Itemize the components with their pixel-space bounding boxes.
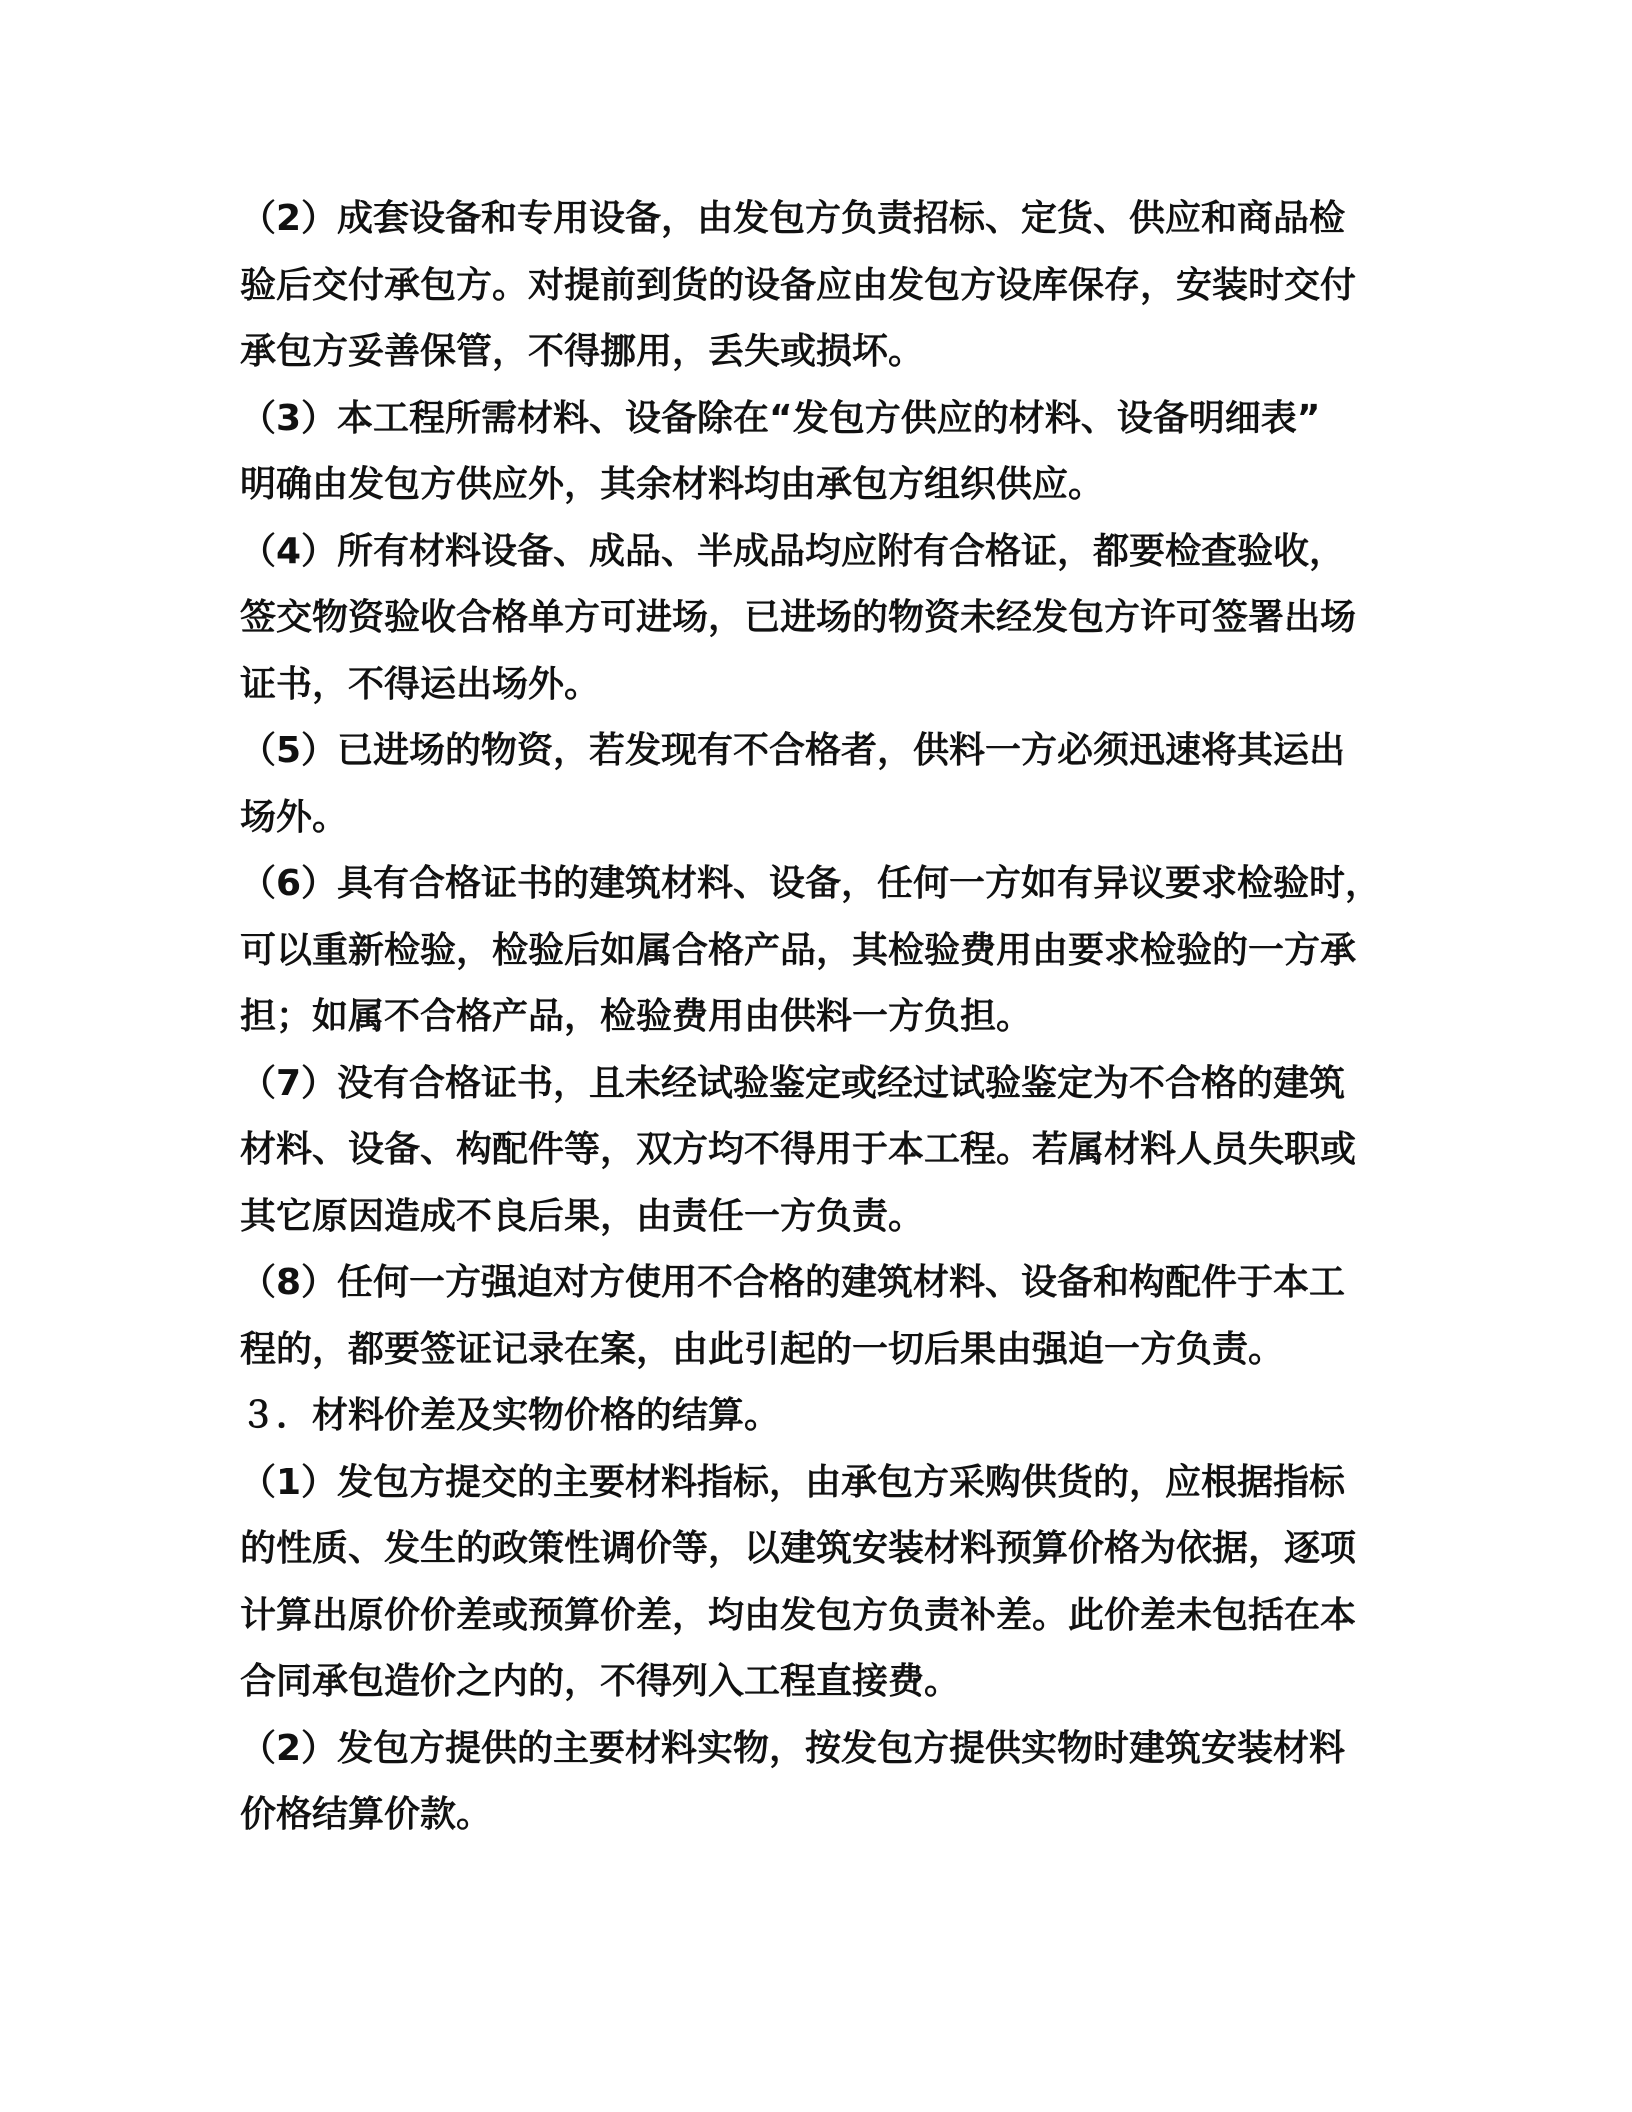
paragraph-item-2-material-settlement xyxy=(240,1716,1392,1849)
text-line: 其它原因造成不良后果，由责任一方负责。 xyxy=(240,1195,925,1237)
text-line: 价格结算价款。 xyxy=(240,1794,493,1835)
text-line: 场外。 xyxy=(240,796,349,838)
paragraph-item-6-reinspection xyxy=(240,851,1392,1051)
text-line: 承包方妥善保管，不得挪用，丢失或损坏。 xyxy=(240,331,925,372)
text-line: 担；如属不合格产品，检验费用由供料一方负担。 xyxy=(240,996,1033,1037)
text-line: （5）已进场的物资，若发现有不合格者，供料一方必须迅速将其运出 xyxy=(240,730,1346,771)
text-line: （2）成套设备和专用设备，由发包方负责招标、定货、供应和商品检 xyxy=(240,198,1346,239)
text-line: （3）本工程所需材料、设备除在“发包方供应的材料、设备明细表” xyxy=(240,397,1321,439)
text-line: 验后交付承包方。对提前到货的设备应由发包方设库保存，安装时交付 xyxy=(240,264,1357,306)
paragraph-item-3-materials xyxy=(240,386,1392,519)
text-line: （1）发包方提交的主要材料指标，由承包方采购供货的，应根据指标 xyxy=(240,1461,1346,1503)
text-line: ３．材料价差及实物价格的结算。 xyxy=(240,1395,781,1436)
text-line: 计算出原价价差或预算价差，均由发包方负责补差。此价差未包括在本 xyxy=(240,1594,1357,1636)
text-line: 证书，不得运出场外。 xyxy=(240,663,601,705)
text-line: 的性质、发生的政策性调价等，以建筑安装材料预算价格为依据，逐项 xyxy=(240,1528,1357,1569)
text-line: 材料、设备、构配件等，双方均不得用于本工程。若属材料人员失职或 xyxy=(240,1129,1357,1170)
section-heading-3 xyxy=(240,1383,1392,1450)
text-line: 签交物资验收合格单方可进场，已进场的物资未经发包方许可签署出场 xyxy=(240,597,1357,638)
paragraph-item-7-no-certificate xyxy=(240,1051,1392,1251)
text-line: （2）发包方提供的主要材料实物，按发包方提供实物时建筑安装材料 xyxy=(240,1727,1346,1769)
text-line: 合同承包造价之内的，不得列入工程直接费。 xyxy=(240,1661,961,1702)
text-line: （4）所有材料设备、成品、半成品均应附有合格证，都要检查验收， xyxy=(240,530,1346,572)
paragraph-item-1-price-difference xyxy=(240,1450,1392,1716)
text-line: 明确由发包方供应外，其余材料均由承包方组织供应。 xyxy=(240,464,1105,505)
text-line: （7）没有合格证书，且未经试验鉴定或经过试验鉴定为不合格的建筑 xyxy=(240,1062,1346,1104)
paragraph-item-4-certificates xyxy=(240,519,1392,719)
text-line: （6）具有合格证书的建筑材料、设备，任何一方如有异议要求检验时， xyxy=(240,863,1382,904)
paragraph-item-8-coercion xyxy=(240,1250,1392,1383)
text-line: 可以重新检验，检验后如属合格产品，其检验费用由要求检验的一方承 xyxy=(240,929,1357,971)
paragraph-item-5-unqualified xyxy=(240,718,1392,851)
text-line: （8）任何一方强迫对方使用不合格的建筑材料、设备和构配件于本工 xyxy=(240,1262,1346,1303)
text-line: 程的，都要签证记录在案，由此引起的一切后果由强迫一方负责。 xyxy=(240,1328,1285,1370)
document-body xyxy=(240,186,1392,1849)
paragraph-item-2-equipment xyxy=(240,186,1392,386)
